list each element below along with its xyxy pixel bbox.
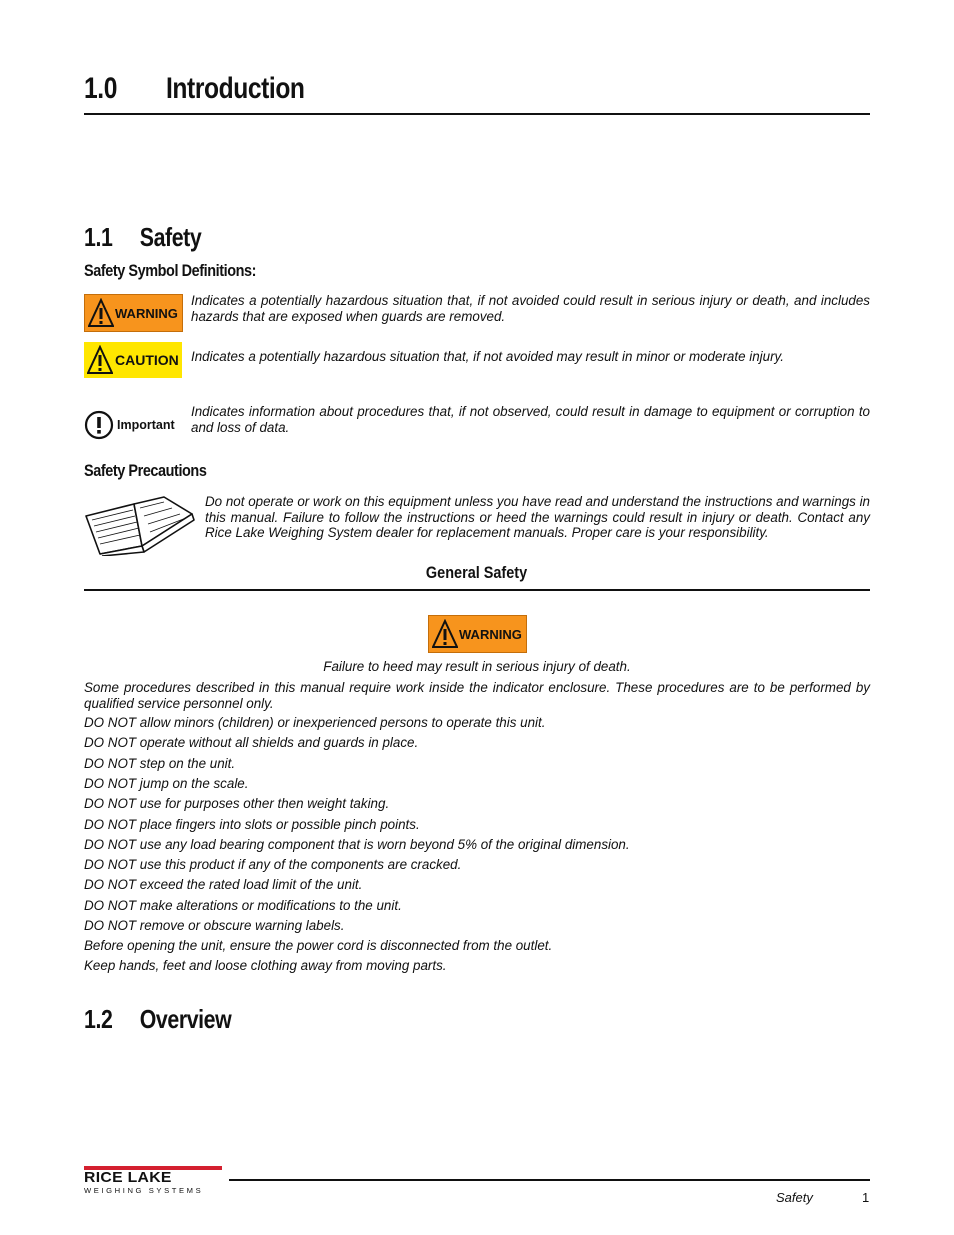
rule-line: DO NOT step on the unit. bbox=[84, 756, 236, 771]
exclamation-circle-icon bbox=[84, 410, 114, 440]
important-label: Important bbox=[117, 418, 175, 432]
caution-badge bbox=[84, 342, 182, 378]
rule-line: DO NOT remove or obscure warning labels. bbox=[84, 918, 345, 933]
section-number: 1.2 bbox=[84, 1004, 113, 1034]
caution-triangle-icon bbox=[87, 345, 113, 375]
rule-line: DO NOT operate without all shields and guards in place. bbox=[84, 735, 419, 750]
chapter-heading bbox=[84, 72, 305, 106]
chapter-rule bbox=[84, 113, 870, 115]
precautions-title: Safety Precautions bbox=[84, 461, 207, 480]
rule-line: DO NOT use any load bearing component that is worn beyond 5% of the original dimension. bbox=[84, 837, 630, 852]
footer-page-number: 1 bbox=[862, 1190, 870, 1205]
rule-line: DO NOT place fingers into slots or possible pinch points. bbox=[84, 817, 420, 832]
rule-line: DO NOT exceed the rated load limit of the unit. bbox=[84, 877, 363, 892]
rule-line: Keep hands, feet and loose clothing away from moving parts. bbox=[84, 958, 447, 973]
open-book-icon bbox=[84, 494, 196, 556]
section-heading-safety bbox=[84, 222, 201, 253]
warning-badge-label: WARNING bbox=[115, 305, 178, 321]
important-description: Indicates information about procedures that, if not observed, could result in damage to equipment or corruption to and loss of data. bbox=[191, 404, 870, 435]
symbol-definitions-title: Safety Symbol Definitions: bbox=[84, 261, 257, 280]
warning-description: Indicates a potentially hazardous situation that, if not avoided could result in serious injury or death, and includes hazards that are exposed when guards are removed. bbox=[191, 293, 870, 324]
footer-section: Safety bbox=[776, 1190, 813, 1205]
section-heading-overview bbox=[84, 1004, 231, 1035]
general-warning-badge bbox=[428, 615, 527, 653]
warning-triangle-icon bbox=[432, 619, 458, 649]
rice-lake-logo bbox=[84, 1166, 222, 1195]
rule-line: DO NOT jump on the scale. bbox=[84, 776, 249, 791]
general-warning-text: Failure to heed may result in serious injury of death. bbox=[323, 659, 631, 674]
warning-triangle-icon bbox=[88, 298, 114, 328]
section-title: Overview bbox=[139, 1004, 232, 1034]
rule-line: DO NOT use this product if any of the components are cracked. bbox=[84, 857, 462, 872]
general-safety-title bbox=[84, 563, 870, 583]
rule-line: DO NOT allow minors (children) or inexperienced persons to operate this unit. bbox=[84, 715, 546, 730]
logo-wordmark: RICE LAKE bbox=[84, 1169, 172, 1186]
chapter-number: 1.0 bbox=[84, 72, 117, 105]
logo-subtitle: WEIGHING SYSTEMS bbox=[84, 1186, 204, 1195]
footer-rule bbox=[229, 1179, 870, 1181]
rule-line: Before opening the unit, ensure the power cord is disconnected from the outlet. bbox=[84, 938, 553, 953]
rule-line: DO NOT use for purposes other then weight taking. bbox=[84, 796, 390, 811]
general-safety-rule bbox=[84, 589, 870, 591]
precautions-description: Do not operate or work on this equipment unless you have read and understand the instructions and warnings in this manual. Failure to follow the instructions or heed the warnings could result in injury or death. Contact any Rice Lake Weighing System dealer for replacement manuals. Proper care is your responsibility. bbox=[205, 494, 870, 541]
chapter-title: Introduction bbox=[166, 72, 305, 105]
rule-line: DO NOT make alterations or modifications to the unit. bbox=[84, 898, 402, 913]
warning-badge bbox=[84, 294, 183, 332]
section-number: 1.1 bbox=[84, 222, 113, 252]
section-title: Safety bbox=[139, 222, 202, 252]
caution-badge-label: CAUTION bbox=[115, 352, 179, 368]
general-intro: Some procedures described in this manual require work inside the indicator enclosure. These procedures are to be performed by qualified service personnel only. bbox=[84, 680, 870, 711]
important-badge bbox=[84, 409, 184, 441]
caution-description: Indicates a potentially hazardous situation that, if not avoided may result in minor or moderate injury. bbox=[191, 349, 784, 364]
general-safety-title-text: General Safety bbox=[426, 563, 528, 582]
general-warning-label: WARNING bbox=[459, 626, 522, 642]
